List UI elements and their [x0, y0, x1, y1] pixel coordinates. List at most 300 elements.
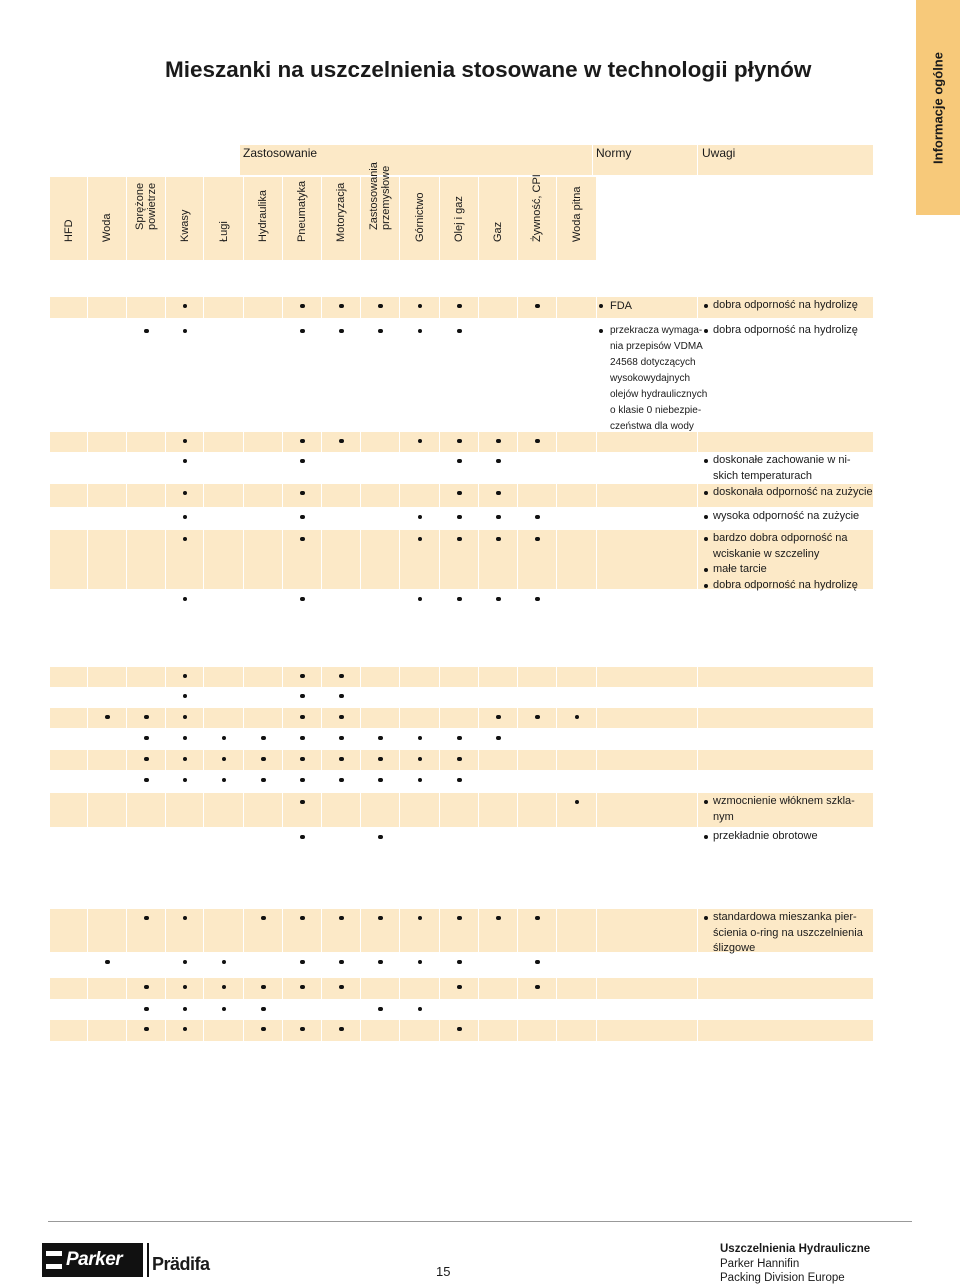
table-row [50, 708, 873, 728]
column-divider [697, 909, 698, 952]
column-divider [165, 978, 166, 999]
column-header [127, 177, 165, 260]
column-header [440, 177, 478, 260]
column-divider [243, 667, 244, 687]
page-number: 15 [436, 1264, 451, 1279]
column-divider [243, 708, 244, 728]
column-divider [321, 793, 322, 827]
column-divider [282, 793, 283, 827]
column-divider [697, 530, 698, 589]
column-divider [360, 909, 361, 952]
note-bullet [704, 916, 708, 920]
column-divider [360, 1020, 361, 1041]
column-divider [87, 978, 88, 999]
note-bullet [704, 835, 708, 839]
column-divider [126, 1020, 127, 1041]
column-divider [399, 667, 400, 687]
column-divider [126, 909, 127, 952]
column-divider [360, 793, 361, 827]
column-divider [439, 978, 440, 999]
column-divider [203, 750, 204, 770]
company-info [720, 1242, 870, 1286]
column-divider [478, 793, 479, 827]
applicability-dot [378, 757, 382, 761]
column-divider [243, 909, 244, 952]
column-header [479, 177, 517, 260]
table-row [50, 978, 873, 999]
column-divider [556, 909, 557, 952]
applicability-dot [496, 597, 500, 601]
column-header-label: Woda [101, 213, 113, 242]
column-divider [399, 1020, 400, 1041]
column-divider [126, 793, 127, 827]
column-divider [399, 484, 400, 507]
column-divider [203, 1020, 204, 1041]
column-divider [165, 793, 166, 827]
column-divider [126, 708, 127, 728]
column-header-label: Zastosowania przemysłowe [368, 162, 392, 230]
column-divider [126, 667, 127, 687]
column-divider [321, 708, 322, 728]
applicability-dot [535, 597, 539, 601]
footer-rule [48, 1221, 912, 1222]
norm-bullet [599, 329, 603, 333]
applicability-dot [339, 329, 343, 333]
applicability-dot [300, 515, 304, 519]
note-text: wysoka odporność na zużycie [713, 510, 860, 522]
table-row [50, 1020, 873, 1041]
applicability-dot [300, 459, 304, 463]
applicability-dot [457, 459, 461, 463]
column-divider [596, 708, 597, 728]
column-header-label: HFD [62, 219, 75, 242]
column-divider [87, 1020, 88, 1041]
table-row [50, 687, 873, 707]
column-divider [321, 667, 322, 687]
column-divider [439, 432, 440, 452]
applicability-dot [300, 674, 304, 678]
column-divider [282, 667, 283, 687]
column-divider [596, 432, 597, 452]
applicability-dot [457, 439, 461, 443]
header-normy: Normy [596, 146, 632, 160]
table-row [50, 953, 873, 977]
column-divider [321, 484, 322, 507]
column-divider [517, 484, 518, 507]
column-divider [556, 793, 557, 827]
applicability-dot [535, 537, 539, 541]
column-divider [87, 530, 88, 589]
column-divider [203, 978, 204, 999]
column-divider [87, 667, 88, 687]
company-line-2: Parker Hannifin [720, 1257, 800, 1270]
column-divider [243, 530, 244, 589]
column-divider [126, 432, 127, 452]
column-divider [87, 909, 88, 952]
column-header-label: Motoryzacja [335, 182, 347, 242]
column-divider [596, 667, 597, 687]
column-divider [556, 530, 557, 589]
column-header-label: Sprężone powietrze [134, 182, 158, 230]
applicability-dot [300, 694, 304, 698]
note-bullet [704, 584, 708, 588]
applicability-dot [496, 715, 500, 719]
applicability-dot [496, 916, 500, 920]
note-text: doskonała odporność na zużycie [713, 486, 873, 498]
applicability-dot [144, 1027, 148, 1031]
column-divider [321, 750, 322, 770]
applicability-dot [378, 1007, 382, 1011]
column-divider [126, 750, 127, 770]
column-divider [596, 1020, 597, 1041]
column-divider [439, 297, 440, 318]
column-divider [596, 978, 597, 999]
column-header-label: Ługi [217, 221, 230, 242]
applicability-dot [261, 1027, 265, 1031]
applicability-dot [378, 304, 382, 308]
section-tab-label: Informacje ogólne [930, 51, 946, 164]
applicability-dot [144, 985, 148, 989]
column-header [557, 177, 596, 260]
column-divider [556, 297, 557, 318]
column-divider [203, 909, 204, 952]
applicability-dot [300, 491, 304, 495]
column-divider [87, 432, 88, 452]
column-header-label: Kwasy [178, 209, 191, 242]
column-header-label: Hydraulika [257, 190, 269, 242]
column-divider [126, 530, 127, 589]
header-uwagi: Uwagi [702, 146, 736, 160]
table-row [50, 667, 873, 687]
column-divider [697, 1020, 698, 1041]
applicability-dot [339, 1027, 343, 1031]
column-divider [399, 750, 400, 770]
applicability-dot [457, 985, 461, 989]
column-divider [596, 297, 597, 318]
column-divider [360, 530, 361, 589]
column-divider [321, 432, 322, 452]
column-divider [697, 297, 698, 318]
applicability-dot [261, 757, 265, 761]
applicability-dot [457, 916, 461, 920]
applicability-dot [535, 715, 539, 719]
column-divider [87, 708, 88, 728]
column-divider [360, 708, 361, 728]
note-text: małe tarcie [713, 563, 767, 575]
parker-logo [42, 1243, 143, 1277]
column-divider [165, 432, 166, 452]
column-divider [556, 750, 557, 770]
column-divider [282, 1020, 283, 1041]
applicability-dot [457, 757, 461, 761]
applicability-dot [457, 778, 461, 782]
applicability-dot [496, 491, 500, 495]
column-divider [517, 530, 518, 589]
column-divider [165, 750, 166, 770]
note-text: bardzo dobra odporność na wciskanie w szczeliny [713, 532, 848, 560]
column-header [322, 177, 360, 260]
header-zastosowanie: Zastosowanie [243, 146, 318, 160]
column-divider [478, 530, 479, 589]
applicability-dot [105, 715, 109, 719]
applicability-dot [144, 736, 148, 740]
column-divider [399, 978, 400, 999]
column-divider [282, 484, 283, 507]
column-divider [243, 484, 244, 507]
applicability-dot [144, 757, 148, 761]
applicability-dot [261, 778, 265, 782]
applicability-dot [339, 694, 343, 698]
column-divider [165, 484, 166, 507]
pradifa-logo: Prädifa [152, 1254, 210, 1274]
column-divider [87, 793, 88, 827]
applicability-dot [261, 916, 265, 920]
column-divider [360, 750, 361, 770]
note-bullet [704, 568, 708, 572]
column-divider [517, 909, 518, 952]
applicability-dot [496, 439, 500, 443]
column-divider [360, 484, 361, 507]
applicability-dot [261, 985, 265, 989]
column-divider [478, 750, 479, 770]
applicability-dot [378, 960, 382, 964]
column-divider [478, 667, 479, 687]
applicability-dot [339, 674, 343, 678]
column-divider [203, 432, 204, 452]
column-divider [697, 978, 698, 999]
applicability-dot [378, 778, 382, 782]
column-divider [165, 530, 166, 589]
column-divider [556, 432, 557, 452]
column-divider [439, 667, 440, 687]
applicability-dot [300, 757, 304, 761]
column-divider [399, 708, 400, 728]
column-divider [126, 297, 127, 318]
column-divider [478, 978, 479, 999]
company-line-3: Packing Division Europe [720, 1272, 845, 1284]
column-divider [282, 909, 283, 952]
applicability-dot [339, 736, 343, 740]
norm-bullet [599, 304, 603, 308]
column-divider [321, 909, 322, 952]
column-header-label: Olej i gaz [453, 196, 465, 242]
column-divider [243, 793, 244, 827]
company-line-1: Uszczelnienia Hydrauliczne [720, 1243, 871, 1255]
column-divider [439, 484, 440, 507]
column-divider [399, 530, 400, 589]
applicability-dot [339, 715, 343, 719]
column-divider [321, 978, 322, 999]
column-divider [282, 530, 283, 589]
applicability-dot [457, 304, 461, 308]
column-header-label: Gaz [492, 221, 504, 242]
column-divider [478, 432, 479, 452]
applicability-dot [144, 329, 148, 333]
column-divider [203, 297, 204, 318]
applicability-dot [300, 715, 304, 719]
column-divider [596, 909, 597, 952]
column-divider [478, 297, 479, 318]
applicability-dot [300, 304, 304, 308]
applicability-dot [339, 304, 343, 308]
column-divider [439, 909, 440, 952]
applicability-dot [339, 757, 343, 761]
column-divider [556, 667, 557, 687]
column-divider [165, 708, 166, 728]
applicability-dot [339, 985, 343, 989]
applicability-dot [535, 304, 539, 308]
applicability-dot [496, 537, 500, 541]
column-divider [596, 793, 597, 827]
column-divider [439, 530, 440, 589]
applicability-dot [144, 1007, 148, 1011]
column-divider [556, 708, 557, 728]
applicability-dot [105, 960, 109, 964]
applicability-dot [496, 736, 500, 740]
column-divider [478, 484, 479, 507]
applicability-dot [300, 1027, 304, 1031]
parker-logo-text: Parker [66, 1249, 123, 1270]
note-bullet [704, 329, 708, 333]
applicability-dot [457, 537, 461, 541]
table-row [50, 1000, 873, 1019]
note-bullet [704, 304, 708, 308]
note-text: standardowa mieszanka pier- ścienia o-ring na uszczelnienia ślizgowe [713, 911, 863, 954]
applicability-dot [300, 329, 304, 333]
column-divider [203, 484, 204, 507]
column-header [50, 177, 87, 260]
applicability-dot [535, 985, 539, 989]
column-header [88, 177, 126, 260]
column-divider [517, 708, 518, 728]
column-divider [556, 1020, 557, 1041]
column-divider [478, 909, 479, 952]
applicability-dot [300, 597, 304, 601]
column-divider [126, 484, 127, 507]
column-header [518, 174, 556, 260]
applicability-dot [457, 1027, 461, 1031]
applicability-dot [535, 916, 539, 920]
note-bullet [704, 537, 708, 541]
applicability-dot [261, 736, 265, 740]
column-divider [165, 909, 166, 952]
column-header [244, 177, 282, 260]
column-divider [87, 750, 88, 770]
column-divider [478, 708, 479, 728]
applicability-dot [144, 778, 148, 782]
applicability-dot [300, 916, 304, 920]
applicability-dot [300, 800, 304, 804]
note-bullet [704, 491, 708, 495]
note-text: dobra odporność na hydrolizę [713, 324, 858, 336]
applicability-dot [496, 459, 500, 463]
applicability-dot [378, 736, 382, 740]
applicability-dot [457, 491, 461, 495]
column-header-label: Górnictwo [413, 192, 426, 242]
column-header-label: Pneumatyka [296, 180, 308, 242]
column-divider [517, 1020, 518, 1041]
note-bullet [704, 515, 708, 519]
column-divider [478, 1020, 479, 1041]
logo-separator [147, 1243, 149, 1277]
column-divider [360, 978, 361, 999]
column-divider [596, 484, 597, 507]
applicability-dot [457, 960, 461, 964]
column-divider [399, 297, 400, 318]
applicability-dot [300, 960, 304, 964]
applicability-dot [496, 515, 500, 519]
applicability-dot [300, 985, 304, 989]
applicability-dot [378, 916, 382, 920]
column-divider [399, 909, 400, 952]
column-divider [697, 793, 698, 827]
column-divider [556, 978, 557, 999]
column-divider [282, 708, 283, 728]
note-bullet [704, 459, 708, 463]
column-divider [439, 708, 440, 728]
column-divider [596, 530, 597, 589]
page-title: Mieszanki na uszczelnienia stosowane w technologii płynów [165, 57, 812, 82]
applicability-dot [300, 778, 304, 782]
column-divider [697, 750, 698, 770]
column-divider [282, 297, 283, 318]
column-divider [203, 530, 204, 589]
column-header [400, 177, 439, 260]
column-divider [399, 793, 400, 827]
note-text: wzmocnienie włóknem szkla- nym [713, 795, 855, 823]
applicability-dot [535, 960, 539, 964]
column-divider [399, 432, 400, 452]
column-divider [243, 750, 244, 770]
column-divider [517, 667, 518, 687]
column-divider [596, 750, 597, 770]
applicability-dot [535, 439, 539, 443]
column-divider [697, 484, 698, 507]
applicability-dot [261, 1007, 265, 1011]
applicability-dot [457, 515, 461, 519]
section-tab [916, 0, 960, 215]
column-divider [243, 1020, 244, 1041]
column-divider [243, 432, 244, 452]
applicability-dot [144, 916, 148, 920]
norm-text: FDA [610, 300, 632, 312]
applicability-dot [457, 597, 461, 601]
column-divider [203, 793, 204, 827]
column-divider [697, 708, 698, 728]
column-divider [87, 297, 88, 318]
column-divider [126, 978, 127, 999]
note-text: przekładnie obrotowe [713, 830, 818, 842]
column-header-label: Woda pitna [570, 186, 583, 242]
column-divider [360, 667, 361, 687]
applicability-dot [300, 835, 304, 839]
column-divider [697, 432, 698, 452]
column-divider [517, 297, 518, 318]
column-divider [243, 978, 244, 999]
note-bullet [704, 800, 708, 804]
table-row [50, 771, 873, 792]
applicability-dot [378, 835, 382, 839]
column-divider [282, 978, 283, 999]
column-header [361, 162, 399, 260]
column-divider [165, 1020, 166, 1041]
column-divider [556, 484, 557, 507]
applicability-dot [378, 329, 382, 333]
column-divider [517, 750, 518, 770]
applicability-dot [535, 515, 539, 519]
note-text: dobra odporność na hydrolizę [713, 578, 858, 591]
column-divider [321, 297, 322, 318]
